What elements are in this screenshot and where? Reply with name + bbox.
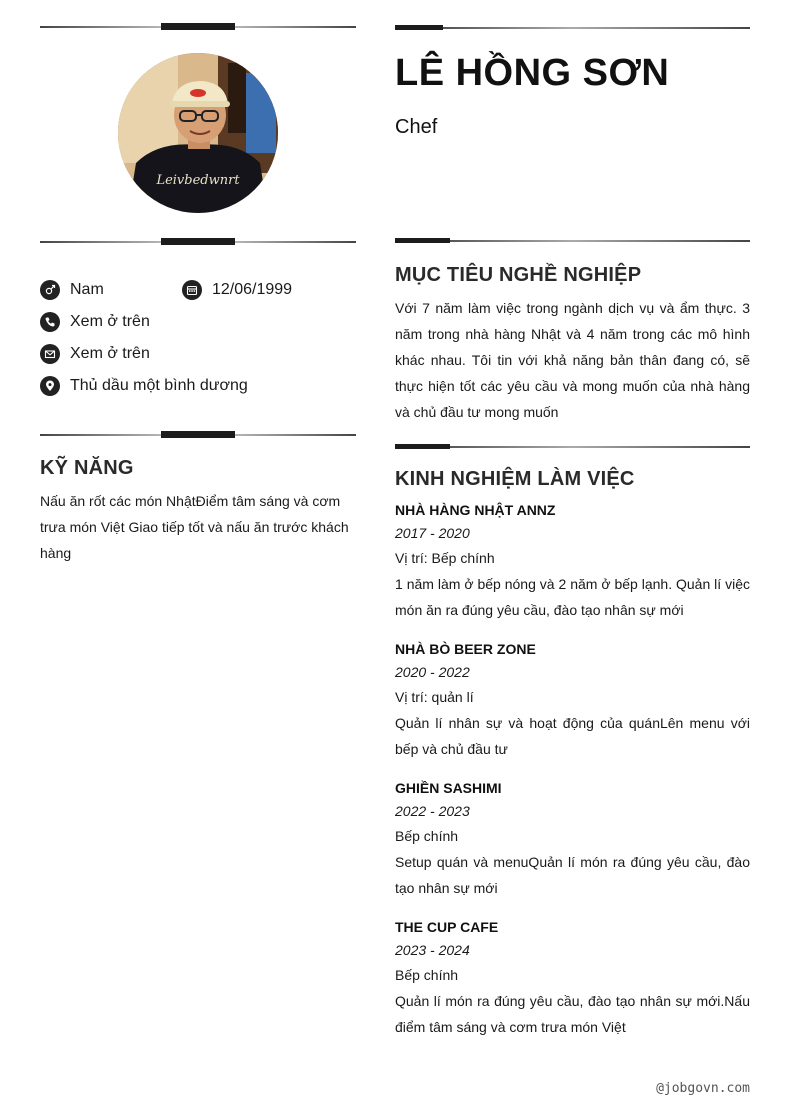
address-value: Thủ dầu một bình dương [70,377,248,394]
job-description: Quản lí nhân sự và hoạt động của quánLên menu với bếp và chủ đầu tư [395,715,750,757]
divider-skills [40,431,356,439]
calendar-icon [182,280,202,300]
job-role: Vị trí: quản lí [395,689,474,705]
contact-email [40,344,150,364]
contact-birthday [182,280,292,300]
gender-icon [40,280,60,300]
objective-heading: MỤC TIÊU NGHỀ NGHIỆP [395,264,642,286]
job-period: 2017 - 2020 [395,525,470,541]
job-entry [395,500,750,623]
objective-text: Với 7 năm làm việc trong ngành dịch vụ và ẩm thực. 3 năm trong nhà hàng Nhật và 4 năm trong các mô hình khác nhau. Tôi tin với khả năng bản thân đang có, sẽ thực hiện tốt các yêu cầu và mong muốn của nhà hàng và chủ đầu tư mong muốn [395,300,750,420]
email-value: Xem ở trên [70,345,150,362]
job-entry [395,917,750,1040]
avatar-photo [118,53,278,213]
contact-gender [40,280,104,300]
email-icon [40,344,60,364]
watermark: @jobgovn.com [656,1081,750,1096]
job-description: Quản lí món ra đúng yêu cầu, đào tạo nhân sự mới.Nấu điểm tâm sáng và cơm trưa món Việt [395,993,750,1035]
job-description: Setup quán và menuQuản lí món ra đúng yêu cầu, đào tạo nhân sự mới [395,854,750,896]
divider-top-left [40,23,356,31]
job-company: THE CUP CAFE [395,919,499,935]
job-period: 2023 - 2024 [395,942,470,958]
job-company: NHÀ BÒ BEER ZONE [395,641,536,657]
gender-value: Nam [70,281,104,298]
candidate-title: Chef [395,116,438,138]
birthday-value: 12/06/1999 [212,281,293,298]
job-description: 1 năm làm ở bếp nóng và 2 năm ở bếp lạnh. Quản lí việc món ăn ra đúng yêu cầu, đào tạo nhân sự mới [395,576,750,618]
job-role: Bếp chính [395,967,459,983]
skills-heading: KỸ NĂNG [40,457,134,479]
divider-mid-left [40,238,356,246]
job-company: NHÀ HÀNG NHẬT ANNZ [395,502,556,518]
job-role: Bếp chính [395,828,459,844]
job-role: Vị trí: Bếp chính [395,550,495,566]
job-entry [395,778,750,901]
contact-address [40,376,248,396]
contact-phone [40,312,150,332]
divider-objective [395,238,750,244]
job-period: 2020 - 2022 [395,664,470,680]
experience-heading: KINH NGHIỆM LÀM VIỆC [395,468,635,490]
avatar-shirt-text: Leivbedwnrt [156,173,240,188]
avatar [118,53,278,213]
skills-text: Nấu ăn rốt các món NhậtĐiểm tâm sáng và cơm trưa món Việt Giao tiếp tốt và nấu ăn trước khách hàng [40,493,349,561]
location-icon [40,376,60,396]
job-company: GHIỀN SASHIMI [395,780,502,796]
phone-value: Xem ở trên [70,313,150,330]
candidate-name: LÊ HỒNG SƠN [395,52,670,94]
divider-top-right [395,25,750,31]
phone-icon [40,312,60,332]
job-entry [395,639,750,762]
job-period: 2022 - 2023 [395,803,470,819]
divider-experience [395,444,750,450]
